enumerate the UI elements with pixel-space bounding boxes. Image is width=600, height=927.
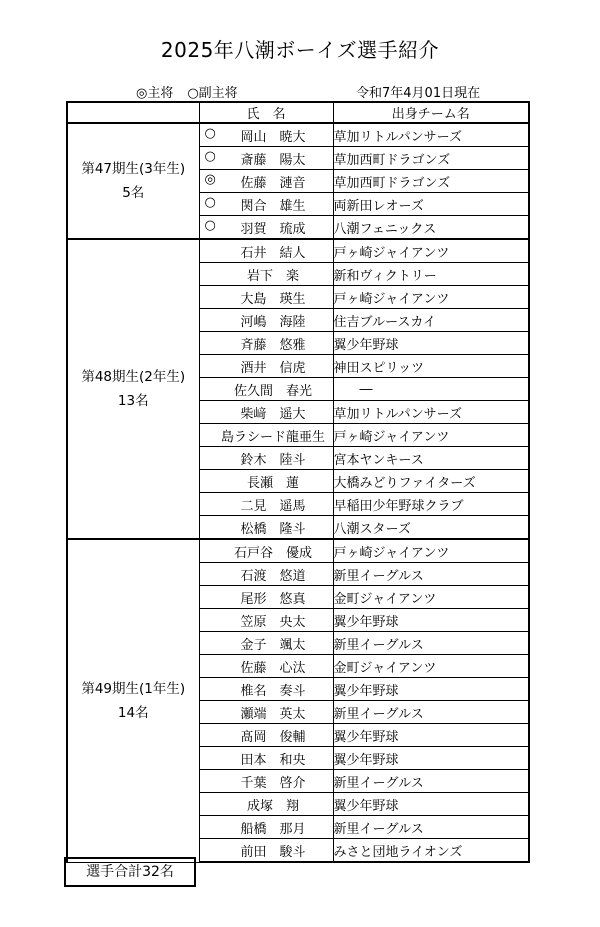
player-team: 八潮スターズ	[333, 516, 529, 540]
player-name: 石渡 悠道	[240, 568, 306, 584]
player-team: 翼少年野球	[333, 747, 529, 770]
group-label: 第49期生(1年生)	[81, 680, 186, 697]
player-name: 酒井 信虎	[240, 360, 306, 376]
player-name-cell	[199, 793, 333, 816]
player-name: 椎名 奏斗	[240, 683, 306, 699]
player-team: 翼少年野球	[333, 332, 529, 355]
player-team: 八潮フェニックス	[333, 216, 529, 240]
player-name-cell	[199, 309, 333, 332]
player-name: 田本 和央	[240, 752, 306, 768]
group-cell	[67, 239, 199, 539]
player-name-cell	[199, 678, 333, 701]
captain-mark-icon: ◎	[204, 172, 216, 187]
player-name-cell	[199, 401, 333, 424]
player-name-cell	[199, 170, 333, 193]
player-name-cell	[199, 770, 333, 793]
player-name-cell	[199, 563, 333, 586]
player-name: 尾形 悠真	[240, 591, 306, 607]
player-name-cell	[199, 216, 333, 240]
player-team: 翼少年野球	[333, 678, 529, 701]
group-count: 13名	[117, 393, 149, 409]
player-name-cell	[199, 424, 333, 447]
table-row	[67, 123, 529, 147]
player-team: 新里イーグルス	[333, 770, 529, 793]
player-name-cell	[199, 470, 333, 493]
player-name: 金子 颯太	[240, 637, 306, 653]
player-name: 関合 雄生	[240, 198, 306, 214]
player-name-cell	[199, 378, 333, 401]
player-team: 新里イーグルス	[333, 816, 529, 839]
player-name-cell	[199, 724, 333, 747]
player-name-cell	[199, 609, 333, 632]
roster-table	[66, 101, 530, 863]
group-cell	[67, 539, 199, 862]
player-name-cell	[199, 816, 333, 839]
player-name: 前田 駿斗	[240, 844, 306, 860]
legend	[136, 82, 252, 101]
player-team: 草加西町ドラゴンズ	[333, 170, 529, 193]
player-name: 柴﨑 遥大	[240, 406, 306, 422]
player-name-cell	[199, 286, 333, 309]
player-name: 長瀬 蓮	[246, 475, 299, 491]
player-name-cell	[199, 263, 333, 286]
player-team: 金町ジャイアンツ	[333, 655, 529, 678]
player-name-cell	[199, 655, 333, 678]
player-name-cell	[199, 123, 333, 147]
player-name: 笠原 央太	[240, 614, 306, 630]
player-name: 石戸谷 優成	[233, 545, 312, 561]
page-title: 2025年八潮ボーイズ選手紹介	[160, 38, 440, 62]
player-team: 翼少年野球	[333, 793, 529, 816]
player-name-cell	[199, 239, 333, 263]
player-name: 佐久間 春光	[233, 383, 312, 399]
player-name-cell	[199, 355, 333, 378]
vice-captain-mark-icon: ○	[204, 195, 216, 210]
player-name: 佐藤 漣音	[240, 175, 306, 191]
player-team: 新里イーグルス	[333, 632, 529, 655]
player-team: 戸ヶ崎ジャイアンツ	[333, 424, 529, 447]
player-name: 佐藤 心汰	[240, 660, 306, 676]
player-team: 新里イーグルス	[333, 563, 529, 586]
player-team: 新里イーグルス	[333, 701, 529, 724]
player-team: 神田スピリッツ	[333, 355, 529, 378]
player-name-cell	[199, 539, 333, 563]
player-name: 髙岡 俊輔	[240, 729, 306, 745]
player-name: 船橋 那月	[240, 821, 306, 837]
group-count: 5名	[122, 185, 145, 201]
player-name: 岡山 暁大	[240, 129, 306, 145]
legend-vice-captain: ○副主将	[187, 86, 238, 101]
vice-captain-mark-icon: ○	[204, 126, 216, 141]
group-count: 14名	[117, 704, 149, 721]
total-count: 選手合計32名	[64, 857, 196, 887]
player-team: 新和ヴィクトリー	[333, 263, 529, 286]
player-name: 島ラシード龍亜生	[220, 429, 325, 445]
group-label: 第47期生(3年生)	[81, 161, 186, 177]
table-header-row	[67, 102, 529, 123]
player-name-cell	[199, 586, 333, 609]
group-label: 第48期生(2年生)	[81, 369, 186, 385]
player-name-cell	[199, 332, 333, 355]
player-team: 大橋みどりファイターズ	[333, 470, 529, 493]
player-name: 松橋 隆斗	[240, 521, 306, 537]
player-team: 両新田レオーズ	[333, 193, 529, 216]
player-name: 斉藤 悠雅	[240, 337, 306, 353]
roster-body	[67, 102, 529, 862]
player-team: 翼少年野球	[333, 609, 529, 632]
player-name-cell	[199, 839, 333, 863]
legend-captain: ◎主将	[136, 86, 174, 101]
player-name: 成塚 翔	[246, 798, 299, 814]
as-of-date: 令和7年4月01日現在	[356, 86, 481, 101]
table-row	[67, 539, 529, 563]
player-team: 宮本ヤンキース	[333, 447, 529, 470]
player-name: 岩下 楽	[246, 268, 299, 284]
vice-captain-mark-icon: ○	[204, 149, 216, 164]
player-name: 羽賀 琉成	[240, 221, 306, 237]
player-team: みさと団地ライオンズ	[333, 839, 529, 863]
player-name-cell	[199, 516, 333, 540]
player-name-cell	[199, 193, 333, 216]
player-team: 草加リトルパンサーズ	[333, 401, 529, 424]
player-name-cell	[199, 747, 333, 770]
player-name: 斎藤 陽太	[240, 152, 306, 168]
player-name: 河嶋 海陸	[240, 314, 306, 330]
player-name-cell	[199, 632, 333, 655]
player-team: 金町ジャイアンツ	[333, 586, 529, 609]
player-team: 戸ヶ崎ジャイアンツ	[333, 286, 529, 309]
player-name: 二見 遥馬	[240, 498, 306, 514]
player-name: 千葉 啓介	[240, 775, 306, 791]
player-name: 大島 瑛生	[240, 291, 306, 307]
player-team: 草加リトルパンサーズ	[333, 123, 529, 147]
player-team: 戸ヶ崎ジャイアンツ	[333, 239, 529, 263]
player-team: 草加西町ドラゴンズ	[333, 147, 529, 170]
player-name: 瀬端 英太	[240, 706, 306, 722]
player-team: 早稲田少年野球クラブ	[333, 493, 529, 516]
header-name: 氏 名	[199, 102, 333, 123]
header-team: 出身チーム名	[333, 102, 529, 123]
vice-captain-mark-icon: ○	[204, 218, 216, 233]
player-name-cell	[199, 447, 333, 470]
player-team: 住吉ブルースカイ	[333, 309, 529, 332]
header-blank	[67, 102, 199, 123]
player-team: ―	[333, 378, 529, 401]
player-name: 石井 結人	[240, 245, 306, 261]
player-team: 戸ヶ崎ジャイアンツ	[333, 539, 529, 563]
player-name-cell	[199, 493, 333, 516]
table-row	[67, 239, 529, 263]
player-name-cell	[199, 147, 333, 170]
player-name: 鈴木 陸斗	[240, 452, 306, 468]
player-team: 翼少年野球	[333, 724, 529, 747]
group-cell	[67, 123, 199, 239]
player-name-cell	[199, 701, 333, 724]
